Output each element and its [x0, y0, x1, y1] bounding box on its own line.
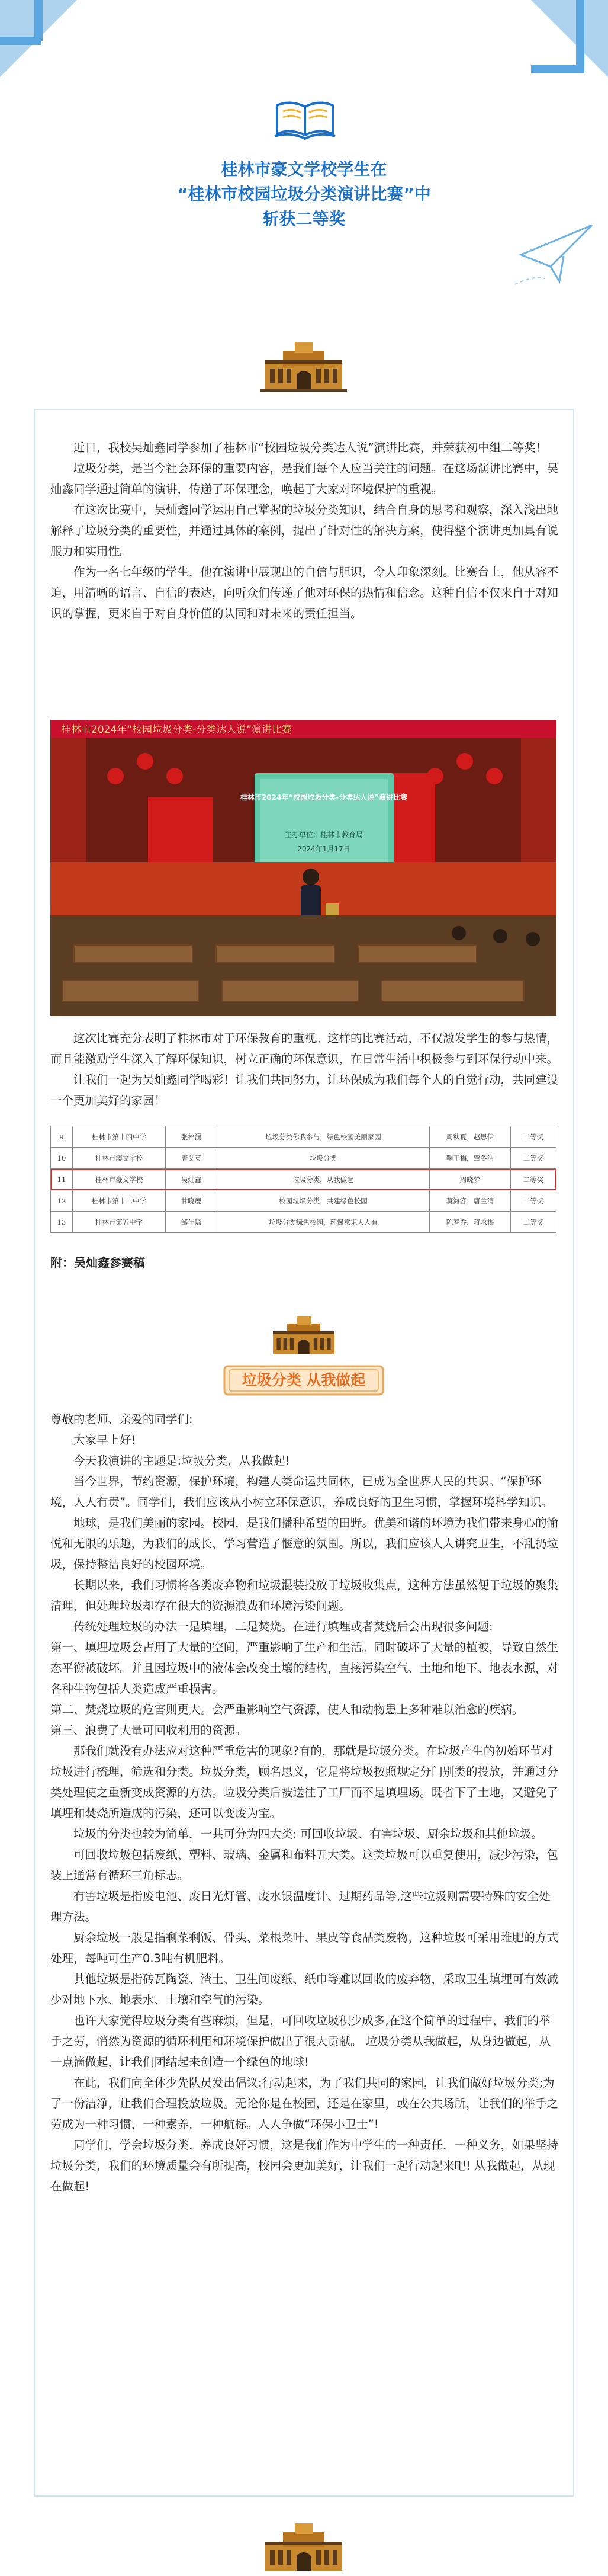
report-paragraph: 作为一名七年级的学生，他在演讲中展现出的自信与胆识，令人印象深刻。比赛台上，他从容不迫，用清晰的语言、自信的表达，向听众们传递了他对环保的热情和信念。这种自信不仅来自于对知识的掌握，更来自于对自身价值的认同和对未来的责任担当。	[50, 565, 559, 620]
school-building-icon	[259, 339, 348, 392]
report-paragraph: 让我们一起为吴灿鑫同学喝彩！让我们共同努力，让环保成为我们每个人的自觉行动，共同建设一个更加美好的家园！	[50, 1073, 559, 1107]
speech-paragraph: 当今世界，节约资源，保护环境，构建人类命运共同体，已成为全世界人民的共识。“保护环境，人人有责”。同学们，我们应该从小树立环保意识，养成良好的卫生习惯，掌握环境科学知识。	[50, 1475, 553, 1509]
table-cell: 吴灿鑫	[166, 1169, 217, 1190]
speech-paragraph: 厨余垃圾一般是指剩菜剩饭、骨头、菜根菜叶、果皮等食品类废物，这种垃圾可采用堆肥的方式处理，每吨可生产0.3吨有机肥料。	[50, 1931, 559, 1965]
speech-paragraph: 那我们就没有办法应对这种严重危害的现象?有的，那就是垃圾分类。在垃圾产生的初始环节对垃圾进行梳理，筛选和分类。垃圾分类，顾名思义，它是将垃圾按照规定分门别类的投放，并通过分类处理使之重新变成资源的方法。垃圾分类后被送往了工厂而不是填埋场。既省下了土地，又避免了填埋和焚烧所造成的污染，还可以变废为宝。	[50, 1744, 559, 1820]
corner-bar	[34, 0, 43, 41]
table-cell: 9	[51, 1126, 73, 1148]
table-cell: 邹佳瑶	[166, 1212, 217, 1233]
speech-paragraph: 同学们，学会垃圾分类，养成良好习惯，这是我们作为中学生的一种责任，一种义务，如果坚持垃圾分类，我们的环境质量会有所提高，校园会更加美好，让我们一起行动起来吧! 从我做起，从现在做起!	[50, 2138, 559, 2193]
page-title-line: 桂林市豪文学校学生在	[221, 159, 387, 179]
table-cell: 唐艾英	[166, 1148, 217, 1169]
report-paragraph: 近日，我校吴灿鑫同学参加了桂林市“校园垃圾分类达人说”演讲比赛，并荣获初中组二等奖！	[73, 441, 548, 454]
event-photo	[50, 720, 556, 1016]
open-book-icon	[272, 95, 337, 142]
table-cell: 二等奖	[511, 1126, 556, 1148]
table-cell: 桂林市第十二中学	[73, 1190, 166, 1212]
table-cell: 周秋夏，赵思伊	[430, 1126, 511, 1148]
table-cell: 13	[51, 1212, 73, 1233]
table-cell: 桂林市豪文学校	[73, 1169, 166, 1190]
speech-title: 垃圾分类 从我做起	[242, 1372, 366, 1389]
speech-paragraph: 第一、填埋垃圾会占用了大量的空间，严重影响了生产和生活。同时破坏了大量的植被，导致自然生态平衡被破坏。并且因垃圾中的液体会改变土壤的结构，直接污染空气、土地和地下、地表水源，对各种生物包括人类造成严重损害。	[50, 1641, 559, 1696]
table-cell: 垃圾分类你我参与，绿色校园美丽家园	[217, 1126, 430, 1148]
table-row-highlighted	[51, 1169, 556, 1190]
board-info: 主办单位：桂林市教育局	[284, 831, 363, 839]
speech-title-banner	[221, 1363, 387, 1398]
school-building-icon	[259, 2520, 348, 2574]
table-cell: 垃圾分类绿色校园，环保意识人人有	[217, 1212, 430, 1233]
table-cell: 二等奖	[511, 1148, 556, 1169]
table-cell: 二等奖	[511, 1190, 556, 1212]
table-cell: 周晓梦	[430, 1169, 511, 1190]
table-row	[51, 1126, 556, 1148]
speech-paragraph: 传统处理垃圾的办法一是填埋，二是焚烧。在进行填埋或者焚烧后会出现很多问题:	[73, 1620, 493, 1633]
board-date: 2024年1月17日	[297, 845, 350, 853]
table-cell: 桂林市第五中学	[73, 1212, 166, 1233]
corner-bar	[0, 37, 41, 45]
table-cell: 垃圾分类	[217, 1148, 430, 1169]
table-cell: 11	[51, 1169, 73, 1190]
award-results-table	[50, 1126, 556, 1235]
table-row	[51, 1190, 556, 1212]
stage-scene-illustration	[50, 720, 556, 1016]
table-cell: 12	[51, 1190, 73, 1212]
speech-paragraph: 其他垃圾是指砖瓦陶瓷、渣土、卫生间废纸、纸巾等难以回收的废弃物，采取卫生填埋可有效减少对地下水、地表水、土壤和空气的污染。	[50, 1972, 559, 2007]
report-paragraph: 在这次比赛中，吴灿鑫同学运用自己掌握的垃圾分类知识，结合自身的思考和观察，深入浅出地解释了垃圾分类的重要性，并通过具体的案例，提出了针对性的解决方案，使得整个演讲更加具有说服力和实用性。	[50, 503, 559, 558]
report-paragraph: 垃圾分类，是当今社会环保的重要内容，是我们每个人应当关注的问题。在这场演讲比赛中，吴灿鑫同学通过简单的演讲，传递了环保理念，唤起了大家对环境保护的重视。	[50, 462, 559, 496]
report-closing	[50, 1028, 559, 1111]
table-cell: 10	[51, 1148, 73, 1169]
speech-paragraph: 第二、焚烧垃圾的危害则更大。会严重影响空气资源，使人和动物患上多种难以治愈的疾病。	[50, 1703, 524, 1716]
table-row	[51, 1148, 556, 1169]
speech-paragraph: 有害垃圾是指废电池、废日光灯管、废水银温度计、过期药品等,这些垃圾则需要特殊的安全处理方法。	[50, 1889, 551, 1924]
table-cell: 陈春乔，蒋永梅	[430, 1212, 511, 1233]
table-cell: 桂林市第十四中学	[73, 1126, 166, 1148]
table-cell: 二等奖	[511, 1169, 556, 1190]
table-row	[51, 1212, 556, 1233]
report-body	[50, 437, 559, 624]
table-cell: 校园垃圾分类，共建绿色校园	[217, 1190, 430, 1212]
page-title-line: “桂林市校园垃圾分类演讲比赛”中	[177, 184, 431, 204]
speech-paragraph: 也许大家觉得垃圾分类有些麻烦，但是，可回收垃圾积少成多,在这个简单的过程中，我们的举手之劳，悄然为资源的循环利用和环境保护做出了很大贡献。 垃圾分类从我做起，从身边做起，从一点滴做起，让我们团结起来创造一个绿色的地球!	[50, 2014, 551, 2069]
table-cell: 垃圾分类，从我做起	[217, 1169, 430, 1190]
photo-banner-text: 桂林市2024年“校园垃圾分类-分类达人说”演讲比赛	[61, 724, 292, 736]
speech-body	[50, 1409, 559, 2197]
speech-paragraph: 可回收垃圾包括废纸、塑料、玻璃、金属和布料五大类。这类垃圾可以重复使用，减少污染，包装上通常有循环三角标志。	[50, 1848, 559, 1882]
table-cell: 二等奖	[511, 1212, 556, 1233]
speech-paragraph: 长期以来，我们习惯将各类废弃物和垃圾混装投放于垃圾收集点，这种方法虽然便于垃圾的聚集清理，但处理垃圾却存在很大的资源浪费和环境污染问题。	[50, 1578, 559, 1613]
paper-plane-icon	[509, 219, 598, 290]
speech-paragraph: 第三、浪费了大量可回收利用的资源。	[50, 1723, 247, 1737]
table-cell: 甘晓鹿	[166, 1190, 217, 1212]
school-building-icon	[259, 1314, 348, 1357]
page-title-line: 斩获二等奖	[262, 209, 346, 229]
table-cell: 桂林市澳文学校	[73, 1148, 166, 1169]
speech-paragraph: 大家早上好!	[73, 1433, 136, 1447]
appendix-heading: 附：吴灿鑫参赛稿	[50, 1255, 145, 1270]
corner-bar	[531, 65, 584, 73]
table-cell: 鞠于梅，覃冬洁	[430, 1148, 511, 1169]
table-cell: 张梓涵	[166, 1126, 217, 1148]
speech-paragraph: 在此，我们向全体少先队员发出倡议:行动起来，为了我们共同的家园，让我们做好垃圾分类;为了一份洁净，让我们合理投放垃圾。无论你是在校园，还是在家里，或在公共场所，让我们的举手之劳成为一种习惯，一种素养，一种航标。人人争做“环保小卫士”!	[50, 2076, 559, 2131]
corner-bar	[576, 0, 584, 71]
speech-paragraph: 今天我演讲的主题是:垃圾分类，从我做起!	[73, 1454, 290, 1468]
report-paragraph: 这次比赛充分表明了桂林市对于环保教育的重视。这样的比赛活动，不仅激发学生的参与热情，而且能激励学生深入了解环保知识，树立正确的环保意识，在日常生活中积极参与到环保行动中来。	[50, 1031, 559, 1066]
table-cell: 莫海容，唐兰清	[430, 1190, 511, 1212]
board-title: 桂林市2024年“校园垃圾分类-分类达人说”演讲比赛	[240, 793, 408, 802]
speech-paragraph: 垃圾的分类也较为简单，一共可分为四大类: 可回收垃圾、有害垃圾、厨余垃圾和其他垃圾。	[73, 1827, 543, 1841]
speech-paragraph: 地球，是我们美丽的家园。校园，是我们播种希望的田野。优美和谐的环境为我们带来身心的愉悦和无限的乐趣，为我们的成长、学习营造了惬意的氛围。所以，我们应该人人讲究卫生，不乱扔垃圾，保持整洁良好的校园环境。	[50, 1516, 559, 1571]
speech-paragraph: 尊敬的老师、亲爱的同学们:	[50, 1412, 193, 1426]
